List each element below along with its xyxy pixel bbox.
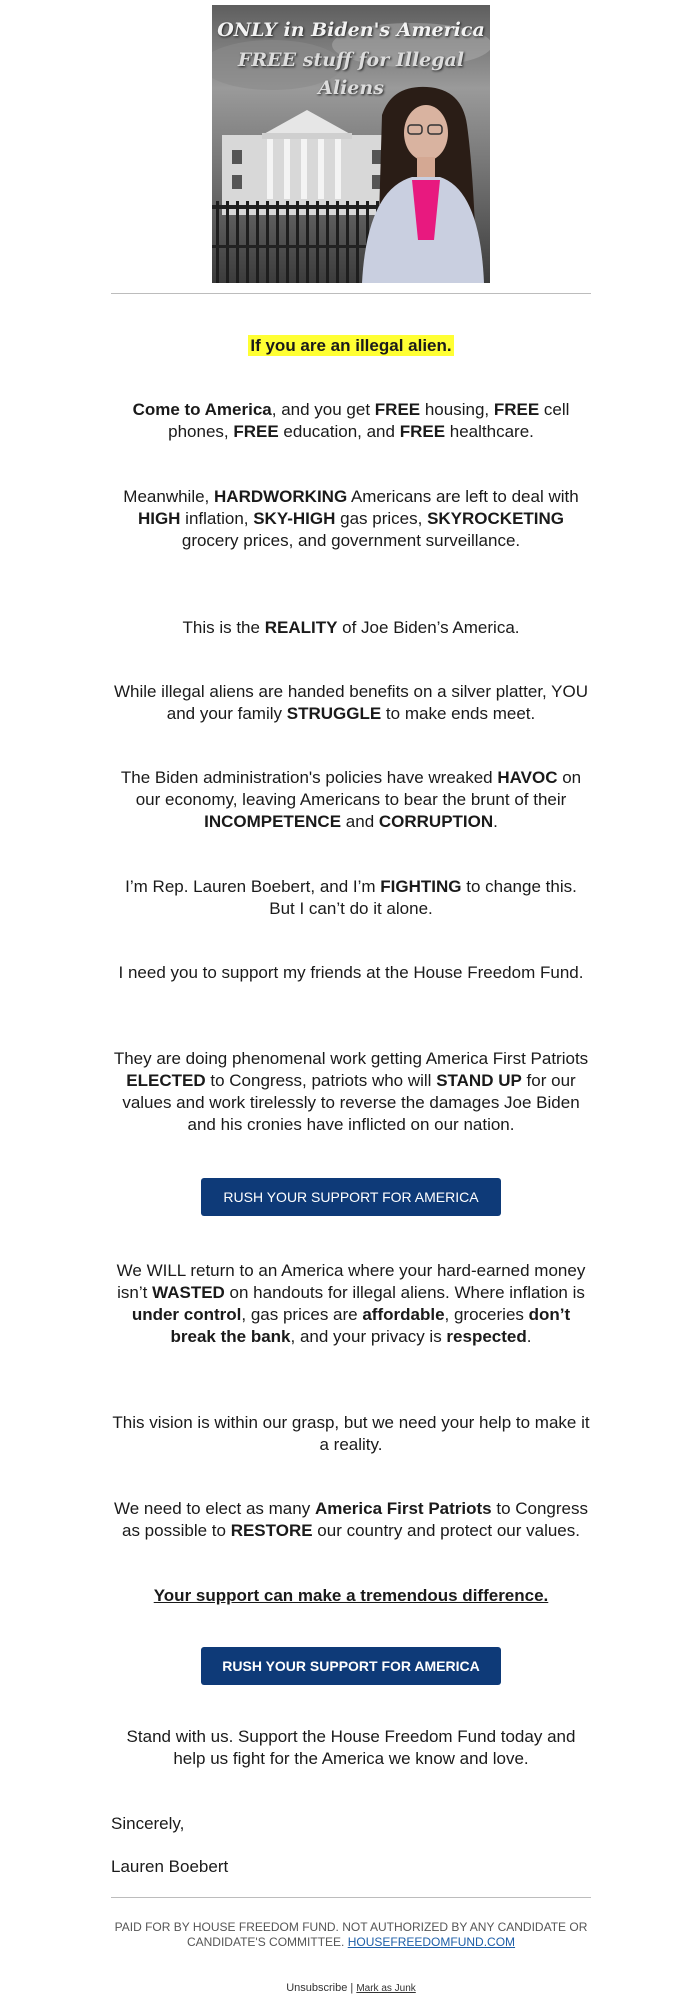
paragraph-free-stuff: Come to America, and you get FREE housing, FREE cell phones, FREE education, and FREE healthcare. (132, 400, 570, 441)
unsubscribe-link[interactable]: Unsubscribe (286, 1982, 348, 1994)
paragraph-reality: This is the REALITY of Joe Biden’s America. (182, 618, 520, 637)
paragraph-struggle: While illegal aliens are handed benefits on a silver platter, YOU and your family STRUGGLE to make ends meet. (113, 682, 589, 723)
email-body (111, 0, 591, 1994)
cta-wrapper-2 (111, 1647, 591, 1685)
hero-caption-line3: Aliens (318, 77, 384, 99)
mark-as-junk-link[interactable]: Mark as Junk (356, 1983, 416, 1994)
paragraph-elect: We need to elect as many America First Patriots to Congress as possible to RESTORE our country and protect our values. (113, 1499, 589, 1540)
hero-image (212, 5, 490, 283)
signature-name: Lauren Boebert (111, 1857, 229, 1876)
footer-divider-wrapper (111, 1897, 591, 1898)
paragraph-support-friends: I need you to support my friends at the House Freedom Fund. (118, 963, 584, 982)
footer-disclaimer: PAID FOR BY HOUSE FREEDOM FUND. NOT AUTHORIZED BY ANY CANDIDATE OR CANDIDATE'S COMMITTEE. HOUSEFREEDOMFUND.COM (114, 1920, 588, 1949)
paragraph-vision: We WILL return to an America where your hard-earned money isn’t WASTED on handouts for illegal aliens. Where inflation is under control, gas prices are affordable, groceries don’t break the bank, and your privacy is respected. (116, 1261, 586, 1346)
paragraph-havoc: The Biden administration's policies have wreaked HAVOC on our economy, leaving Americans to bear the brunt of their INCOMPETENCE and CORRUPTION. (120, 768, 582, 831)
rush-support-button-1[interactable]: RUSH YOUR SUPPORT FOR AMERICA (201, 1178, 501, 1216)
intro-line (111, 335, 591, 357)
rush-support-button-2[interactable]: RUSH YOUR SUPPORT FOR AMERICA (201, 1647, 501, 1685)
paragraph-patriots: They are doing phenomenal work getting America First Patriots ELECTED to Congress, patriots who will STAND UP for our values and work tirelessly to reverse the damages Joe Biden and his cronies have inflicted on our nation. (113, 1049, 589, 1134)
tremendous-difference: Your support can make a tremendous difference. (153, 1586, 549, 1605)
footer-divider (111, 1897, 591, 1898)
highlight-text: If you are an illegal alien. (250, 336, 452, 355)
white-house-illustration (212, 5, 490, 283)
footer-separator: | (350, 1982, 354, 1994)
paragraph-grasp: This vision is within our grasp, but we need your help to make it a reality. (112, 1413, 590, 1454)
footer-website-link[interactable]: HOUSEFREEDOMFUND.COM (347, 1935, 516, 1949)
divider (111, 293, 591, 294)
paragraph-hardworking: Meanwhile, HARDWORKING Americans are left to deal with HIGH inflation, SKY-HIGH gas prices, SKYROCKETING grocery prices, and government surveillance. (123, 487, 579, 550)
footer-unsubscribe-row (111, 1982, 591, 1994)
cta-wrapper-1 (111, 1178, 591, 1216)
hero-caption-line2: FREE stuff for Illegal (237, 49, 465, 71)
hero-caption-line1: ONLY in Biden's America (217, 19, 485, 41)
paragraph-stand-with-us: Stand with us. Support the House Freedom Fund today and help us fight for the America we know and love. (126, 1727, 576, 1768)
paragraph-fighting: I’m Rep. Lauren Boebert, and I’m FIGHTING to change this. But I can’t do it alone. (125, 877, 577, 918)
sincerely: Sincerely, (111, 1814, 185, 1833)
